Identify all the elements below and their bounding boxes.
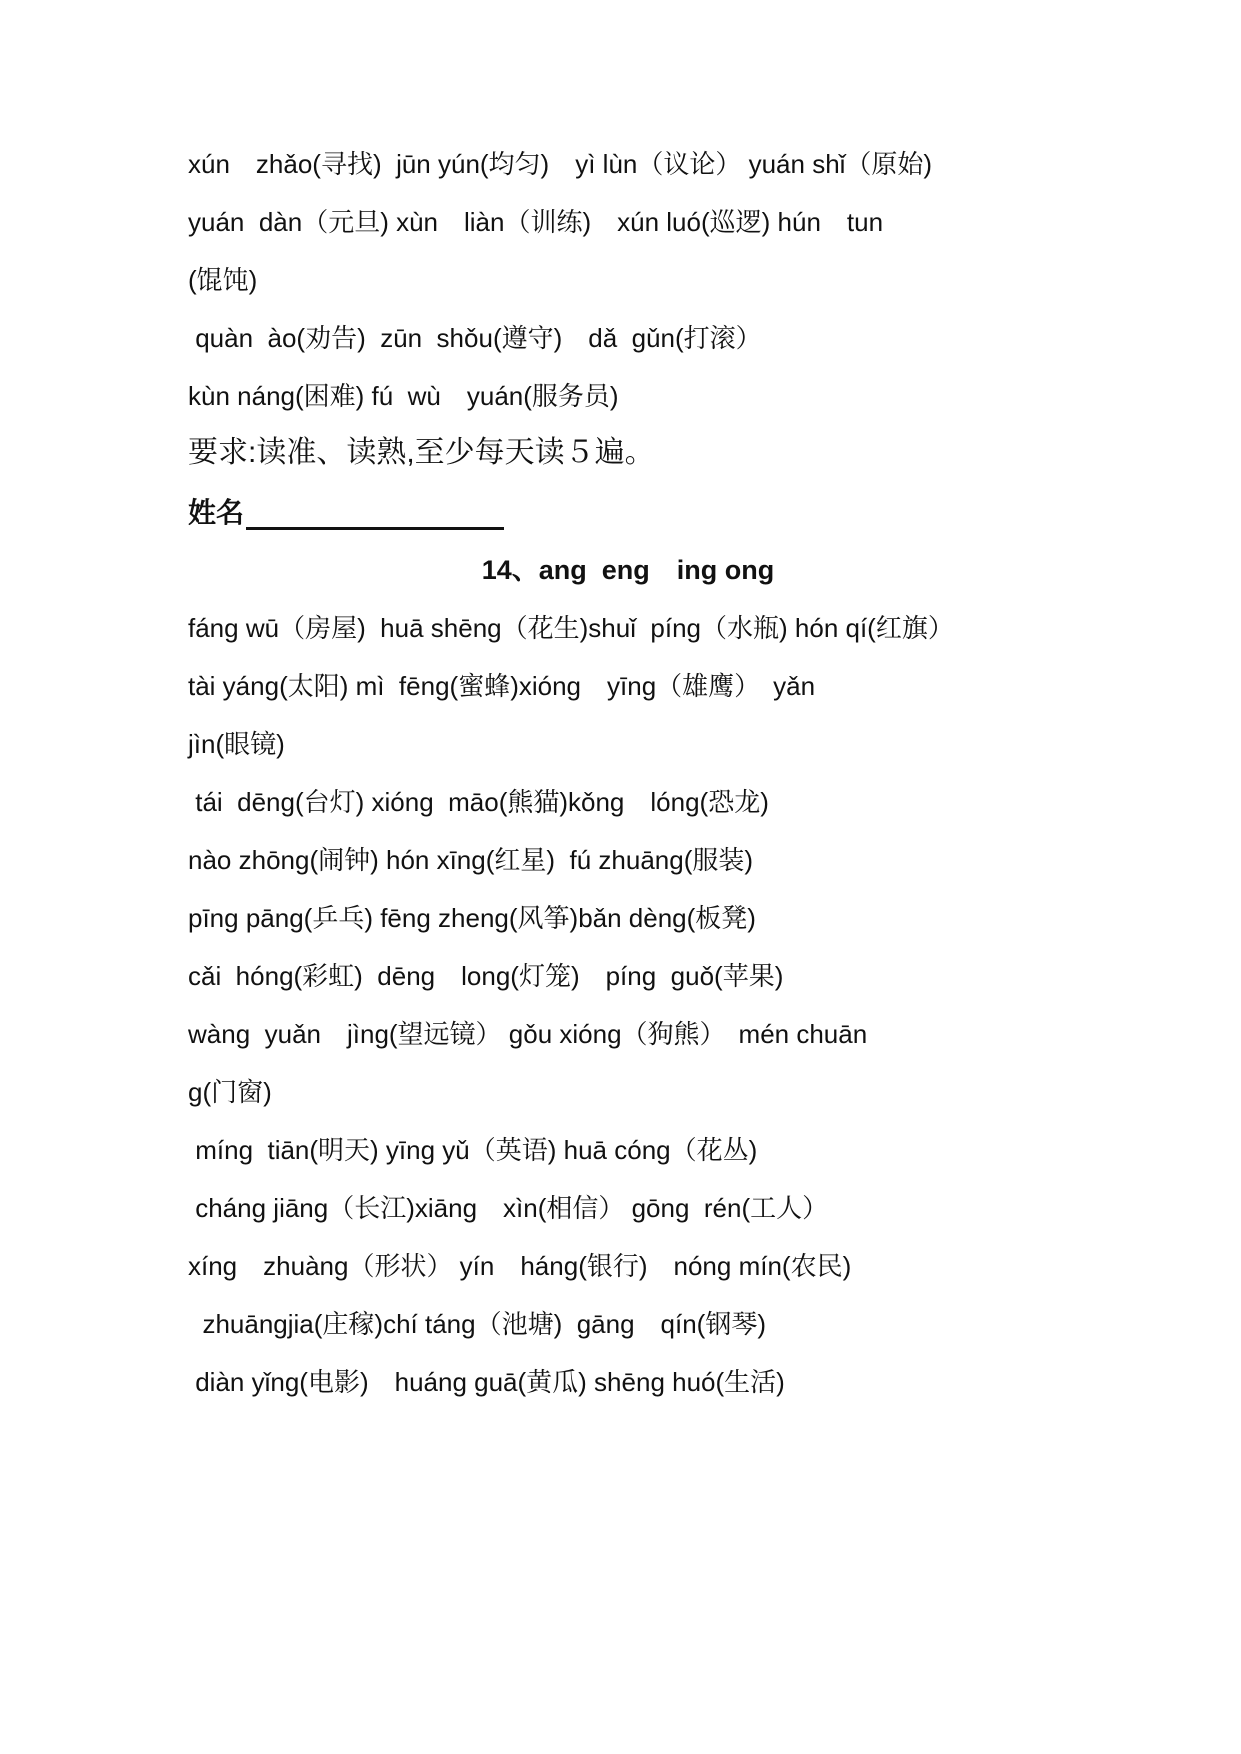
word-line-8: wànɡ yuǎn jìng(望远镜） gǒu xiónɡ（狗熊） mén chuān [188,1019,868,1049]
name-blank-line [246,499,504,530]
word-line-13: zhuānɡjia(庄稼)chí táng（池塘) gāng qín(钢琴) [188,1309,766,1339]
pinyin-line-4: quàn ào(劝告) zūn shǒu(遵守) dǎ gǔn(打滚） [188,323,762,353]
pinyin-line-5: kùn nánɡ(困难) fú wù yuán(服务员) [188,381,619,411]
word-line-7: cǎi hóng(彩虹) dēng long(灯笼) pínɡ guǒ(苹果) [188,961,784,991]
document-page [188,0,1068,1754]
word-line-10: mínɡ tiān(明天) yīnɡ yǔ（英语) huā cóng（花丛) [188,1135,758,1165]
lesson-heading: 14、anɡ enɡ inɡ ong [481,555,775,585]
name-label: 姓名 [188,497,245,528]
word-line-4: tái dēnɡ(台灯) xiónɡ māo(熊猫)kǒnɡ lóng(恐龙) [188,787,769,817]
word-line-3: jìn(眼镜) [188,729,285,759]
pinyin-line-2: yuán dàn（元旦) xùn liàn（训练) xún luó(巡逻) hún tun [188,207,884,237]
word-line-9: g(门窗) [188,1077,272,1107]
name-field [188,496,504,530]
reading-requirement: 要求:读准、读熟,至少每天读５遍。 [188,436,655,469]
pinyin-line-1: xún zhǎo(寻找) jūn yún(均匀) yì lùn（议论） yuán shǐ（原始) [188,149,933,179]
word-line-2: tài yáng(太阳) mì fēnɡ(蜜蜂)xióng yīng（雄鹰） yǎn [188,671,816,701]
pinyin-line-3: (馄饨) [188,265,258,295]
word-line-14: diàn yǐng(电影) huáng guā(黄瓜) shēng huó(生活) [188,1367,785,1397]
word-line-6: pīng pāng(乒乓) fēng zheng(风筝)bǎn dèng(板凳) [188,903,756,933]
word-line-11: cháng jiāng（长江)xiānɡ xìn(相信） gōnɡ rén(工人） [188,1193,829,1223]
word-line-5: nào zhōng(闹钟) hón xīnɡ(红星) fú zhuāng(服装) [188,845,754,875]
word-line-12: xínɡ zhuàng（形状） yín háng(银行) nóng mín(农民) [188,1251,852,1281]
word-line-1: fáng wū（房屋) huā shēnɡ（花生)shuǐ píng（水瓶) hón qí(红旗） [188,613,954,643]
